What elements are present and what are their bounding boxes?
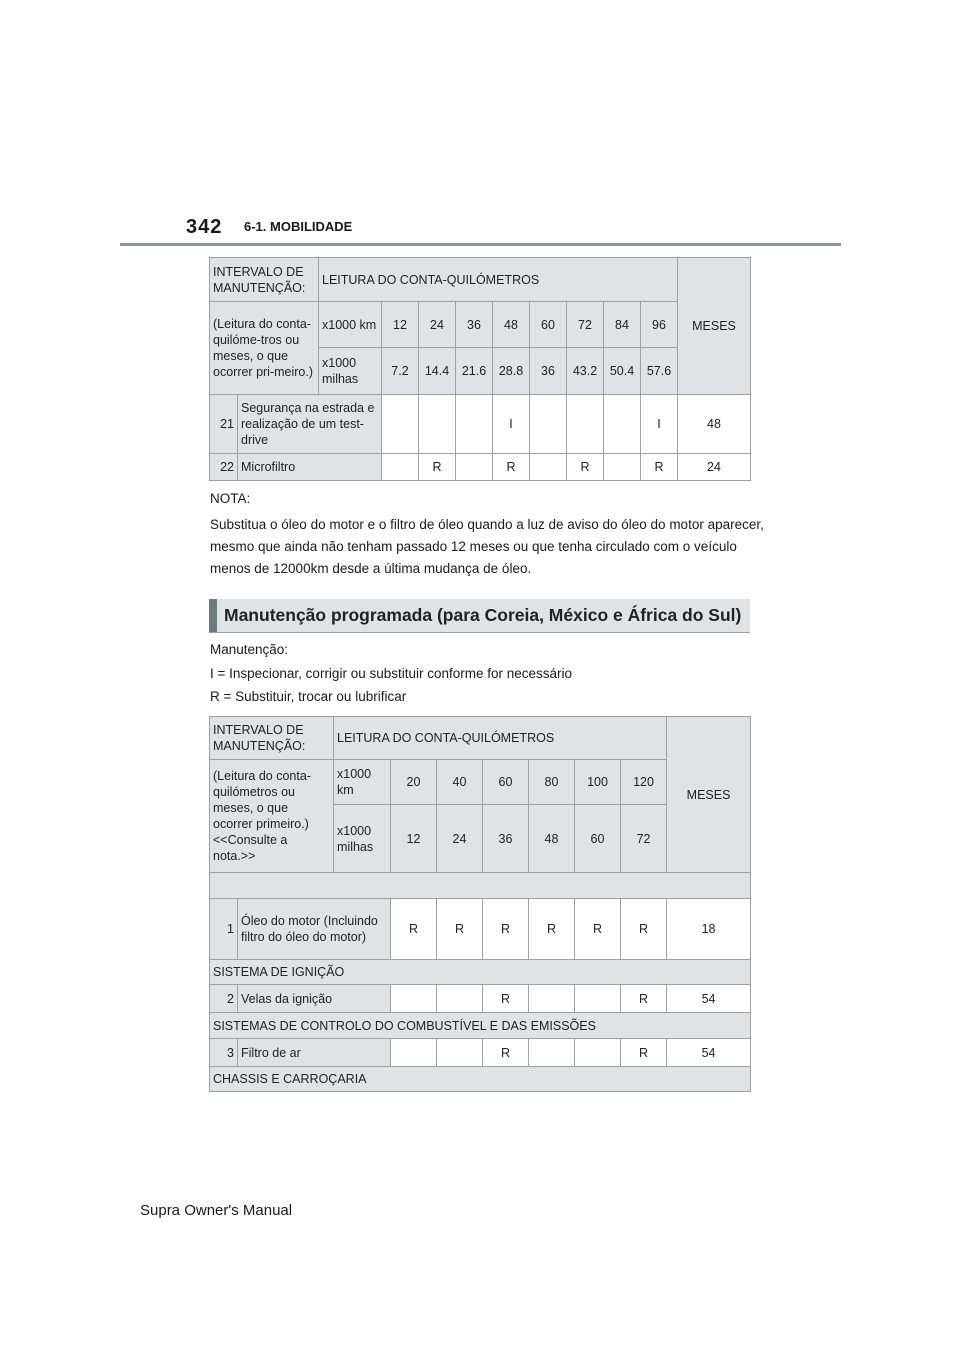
km-value: 84: [604, 302, 641, 348]
item-mark: [382, 454, 419, 481]
item-mark: R: [567, 454, 604, 481]
odometer-label: LEITURA DO CONTA-QUILÓMETROS: [334, 717, 667, 760]
item-mark: R: [483, 985, 529, 1013]
category-chassis: CHASSIS E CARROÇARIA: [210, 1067, 751, 1092]
reading-note: (Leitura do conta-quilómetros ou meses, o que ocorrer primeiro.) <<Consulte a nota.>>: [210, 760, 334, 873]
item-months: 48: [678, 395, 751, 454]
km-unit: x1000 km: [319, 302, 382, 348]
maintenance-table-2: [209, 716, 751, 1092]
item-number: 3: [210, 1039, 238, 1067]
km-value: 60: [483, 760, 529, 805]
banner-accent-bar: [209, 599, 217, 632]
item-mark: R: [621, 1039, 667, 1067]
km-unit: x1000 km: [334, 760, 391, 805]
miles-value: 14.4: [419, 348, 456, 395]
category-ignition: SISTEMA DE IGNIÇÃO: [210, 960, 751, 985]
miles-value: 7.2: [382, 348, 419, 395]
item-mark: R: [437, 899, 483, 960]
item-months: 54: [667, 1039, 751, 1067]
months-label: MESES: [667, 717, 751, 873]
months-label: MESES: [678, 258, 751, 395]
km-value: 100: [575, 760, 621, 805]
item-mark: I: [493, 395, 530, 454]
item-months: 54: [667, 985, 751, 1013]
miles-value: 50.4: [604, 348, 641, 395]
miles-value: 24: [437, 805, 483, 873]
manual-name: Supra Owner's Manual: [140, 1202, 293, 1219]
miles-value: 48: [529, 805, 575, 873]
km-value: 120: [621, 760, 667, 805]
item-number: 22: [210, 454, 238, 481]
miles-value: 36: [483, 805, 529, 873]
km-value: 40: [437, 760, 483, 805]
item-mark: R: [621, 899, 667, 960]
legend-inspect: I = Inspecionar, corrigir ou substituir conforme for necessário: [210, 666, 573, 681]
item-name: Segurança na estrada e realização de um test-drive: [238, 395, 382, 454]
miles-value: 57.6: [641, 348, 678, 395]
item-mark: [530, 454, 567, 481]
km-value: 60: [530, 302, 567, 348]
item-name: Microfiltro: [238, 454, 382, 481]
miles-unit: x1000 milhas: [334, 805, 391, 873]
km-value: 96: [641, 302, 678, 348]
item-mark: R: [493, 454, 530, 481]
miles-value: 60: [575, 805, 621, 873]
page-number: 342: [186, 216, 223, 238]
miles-value: 36: [530, 348, 567, 395]
item-mark: [575, 985, 621, 1013]
table-row: [210, 899, 751, 960]
header-rule: [120, 243, 841, 246]
category-row-empty: [210, 873, 751, 899]
item-number: 1: [210, 899, 238, 960]
item-name: Filtro de ar: [238, 1039, 391, 1067]
item-mark: R: [641, 454, 678, 481]
item-number: 21: [210, 395, 238, 454]
item-mark: R: [575, 899, 621, 960]
interval-label: INTERVALO DE MANUTENÇÃO:: [210, 717, 334, 760]
item-mark: [456, 395, 493, 454]
reading-note: (Leitura do conta-quilóme-tros ou meses, o que ocorrer pri-meiro.): [210, 302, 319, 395]
section-heading: Manutenção programada (para Coreia, México e África do Sul): [224, 605, 742, 625]
odometer-label: LEITURA DO CONTA-QUILÓMETROS: [319, 258, 678, 302]
maintenance-table-1: [209, 257, 751, 481]
item-mark: R: [483, 1039, 529, 1067]
item-mark: [437, 1039, 483, 1067]
section-title: 6-1. MOBILIDADE: [244, 219, 353, 234]
km-value: 36: [456, 302, 493, 348]
item-mark: I: [641, 395, 678, 454]
interval-label: INTERVALO DE MANUTENÇÃO:: [210, 258, 319, 302]
note-text: Substitua o óleo do motor e o filtro de óleo quando a luz de aviso do óleo do motor aparecer, mesmo que ainda não tenham passado 12 meses ou que tenha circulado com o veículo menos de 12000km desde a última mudança de óleo.: [210, 517, 764, 576]
item-mark: [382, 395, 419, 454]
miles-value: 12: [391, 805, 437, 873]
km-value: 72: [567, 302, 604, 348]
item-mark: [567, 395, 604, 454]
item-mark: [419, 395, 456, 454]
item-mark: [391, 985, 437, 1013]
item-mark: [529, 1039, 575, 1067]
table-row: [210, 454, 751, 481]
table-row: [210, 1039, 751, 1067]
item-mark: [456, 454, 493, 481]
miles-unit: x1000 milhas: [319, 348, 382, 395]
km-value: 80: [529, 760, 575, 805]
miles-value: 21.6: [456, 348, 493, 395]
item-months: 18: [667, 899, 751, 960]
item-mark: [604, 395, 641, 454]
item-mark: [529, 985, 575, 1013]
item-mark: [575, 1039, 621, 1067]
item-mark: [437, 985, 483, 1013]
miles-value: 43.2: [567, 348, 604, 395]
item-mark: [604, 454, 641, 481]
km-value: 12: [382, 302, 419, 348]
item-mark: R: [529, 899, 575, 960]
legend-replace: R = Substituir, trocar ou lubrificar: [210, 689, 407, 704]
item-mark: R: [621, 985, 667, 1013]
km-value: 48: [493, 302, 530, 348]
miles-value: 28.8: [493, 348, 530, 395]
km-value: 24: [419, 302, 456, 348]
item-mark: R: [391, 899, 437, 960]
item-number: 2: [210, 985, 238, 1013]
item-mark: R: [419, 454, 456, 481]
item-months: 24: [678, 454, 751, 481]
table-row: [210, 985, 751, 1013]
km-value: 20: [391, 760, 437, 805]
section-banner: [209, 599, 750, 633]
note-label: NOTA:: [210, 491, 251, 506]
item-name: Velas da ignição: [238, 985, 391, 1013]
table-row: [210, 395, 751, 454]
category-fuel-emissions: SISTEMAS DE CONTROLO DO COMBUSTÍVEL E DAS EMISSÕES: [210, 1013, 751, 1039]
item-mark: R: [483, 899, 529, 960]
item-mark: [530, 395, 567, 454]
miles-value: 72: [621, 805, 667, 873]
item-mark: [391, 1039, 437, 1067]
legend-title: Manutenção:: [210, 642, 289, 657]
item-name: Óleo do motor (Incluindo filtro do óleo do motor): [238, 899, 391, 960]
